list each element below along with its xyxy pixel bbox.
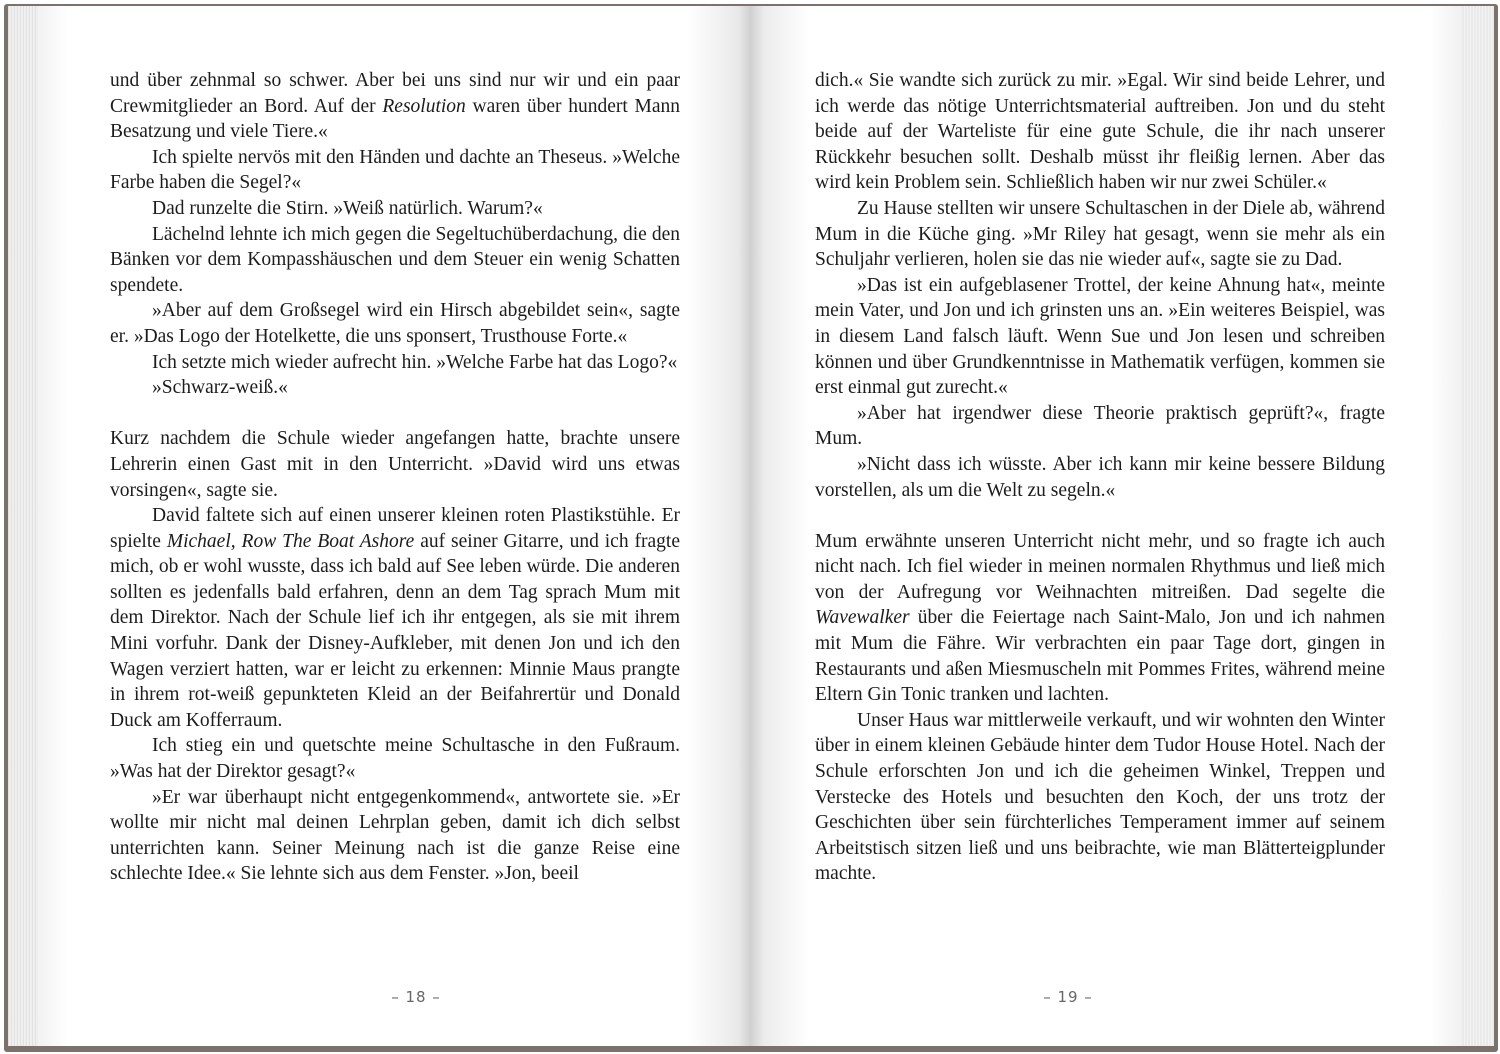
right-page-text: [815, 68, 1385, 887]
text-run: Ich spielte nervös mit den Händen und dachte an Theseus. »Welche Farbe haben die Segel?«: [110, 146, 680, 194]
text-run: Zu Hause stellten wir unsere Schultaschen in der Diele ab, während Mum in die Küche ging. »Mr Riley hat gesagt, wenn sie mehr als ein Schuljahr verlieren, holen sie das nie wieder auf«, sagte sie zu Dad.: [815, 197, 1385, 271]
text-run: »Aber auf dem Großsegel wird ein Hirsch abgebildet sein«, sagte er. »Das Logo der Hotelkette, die uns sponsert, Trusthouse Forte.«: [110, 300, 680, 347]
italic-title: Resolution: [382, 95, 466, 117]
text-run: Unser Haus war mittlerweile verkauft, und wir wohnten den Winter über in einem kleinen Gebäude hinter dem Tudor House Hotel. Nach der Schule erforschten Jon und ich die geheimen Winkel, Treppen und Verstecke des Hotels und besuchten den Koch, der uns trotz der Geschichten über sein fürchterliches Temperament immer auf seinem Arbeitstisch sitzen ließ und uns beibrachte, wie man Blätterteigplunder machte.: [815, 709, 1385, 885]
paragraph: [815, 452, 1385, 503]
italic-title: Michael, Row The Boat Ashore: [166, 530, 415, 552]
text-run: auf seiner Gitarre, und ich fragte mich, ob er wohl wusste, dass ich bald auf See leben würde. Die anderen sollten es jedenfalls bald erfahren, denn an dem Tag sprach Mum mit dem Direktor. Nach der Schule lief ich ihr entgegen, als sie mit ihrem Mini vorfuhr. Dank der Disney-Aufkleber, mit denen Jon und ich den Wagen verziert hatten, war er leicht zu erkennen: Minnie Maus prangte in ihrem rot-weiß gepunkteten Kleid an der Beifahrertür und Donald Duck am Kofferraum.: [110, 530, 680, 731]
right-page: [750, 6, 1462, 1046]
paragraph: [110, 222, 680, 299]
paragraph: [110, 785, 680, 887]
text-run: Ich stieg ein und quetschte meine Schultasche in den Fußraum. »Was hat der Direktor gesagt?«: [110, 735, 680, 783]
text-run: über die Feiertage nach Saint-Malo, Jon und ich nahmen mit Mum die Fähre. Wir verbrachten ein paar Tage dort, gingen in Restaurants und aßen Miesmuscheln mit Pommes Frites, während meine Eltern Gin Tonic tranken und lachten.: [815, 607, 1385, 706]
text-run: Lächelnd lehnte ich mich gegen die Segeltuchüberdachung, die den Bänken vor dem Kompasshäuschen und dem Steuer ein wenig Schatten spendete.: [110, 223, 680, 296]
paragraph: [815, 708, 1385, 887]
text-run: »Schwarz-weiß.«: [152, 377, 288, 399]
page-number-left: – 18 –: [391, 988, 441, 1006]
text-run: »Nicht dass ich wüsste. Aber ich kann mir keine bessere Bildung vorstellen, als um die Welt zu segeln.«: [815, 453, 1385, 501]
paragraph: [110, 68, 680, 145]
text-run: Ich setzte mich wieder aufrecht hin. »Welche Farbe hat das Logo?«: [152, 351, 678, 373]
paragraph: [110, 196, 680, 222]
text-run: Kurz nachdem die Schule wieder angefangen hatte, brachte unsere Lehrerin einen Gast mit in den Unterricht. »David wird uns etwas vorsingen«, sagte sie.: [110, 428, 680, 501]
text-run: dich.« Sie wandte sich zurück zu mir. »Egal. Wir sind beide Lehrer, und ich werde das nötige Unterrichtsmaterial auftreiben. Jon und du steht beide auf der Warteliste für eine gute Schule, die ihr nach unserer Rückkehr besuchen sollt. Deshalb müsst ihr fleißig lernen. Aber das wird kein Problem sein. Schließlich haben wir nur zwei Schüler.«: [815, 70, 1385, 194]
text-run: »Er war überhaupt nicht entgegenkommend«, antwortete sie. »Er wollte mir nicht mal deinen Lehrplan geben, damit ich dich selbst unterrichten kann. Seiner Meinung nach ist die ganze Reise eine schlechte Idee.« Sie lehnte sich aus dem Fenster. »Jon, beeil: [110, 786, 680, 885]
paragraph: [815, 401, 1385, 452]
page-number-right: – 19 –: [1043, 988, 1093, 1006]
paragraph: [815, 68, 1385, 196]
text-run: »Aber hat irgendwer diese Theorie praktisch geprüft?«, fragte Mum.: [815, 402, 1385, 450]
paragraph: [110, 426, 680, 503]
paragraph: [110, 145, 680, 196]
paragraph: [815, 529, 1385, 708]
paragraph: [110, 350, 680, 376]
paragraph: [110, 375, 680, 401]
left-page: [38, 6, 750, 1046]
text-run: »Das ist ein aufgeblasener Trottel, der keine Ahnung hat«, meinte mein Vater, und Jon und ich grinsten uns an. »Ein weiteres Beispiel, was in diesem Land falsch läuft. Wenn Sue und Jon lesen und schreiben können und über Grundkenntnisse in Mathematik verfügen, kommen sie erst einmal gut zurecht.«: [815, 274, 1385, 399]
paragraph: [815, 196, 1385, 273]
paragraph: [815, 273, 1385, 401]
left-page-text: [110, 68, 680, 887]
paragraph: [110, 298, 680, 349]
text-run: David faltete sich auf einen unserer kleinen roten Plastikstühle. Er spielte: [110, 505, 680, 552]
paragraph: [110, 503, 680, 733]
paragraph: [110, 733, 680, 784]
text-run: Mum erwähnte unseren Unterricht nicht mehr, und so fragte ich auch nicht nach. Ich fiel wieder in meinen normalen Rhythmus und ließ mich von der Aufregung vor Weihnachten mitreißen. Dad segelte die: [815, 530, 1385, 603]
italic-title: Wavewalker: [815, 607, 910, 629]
text-run: und über zehnmal so schwer. Aber bei uns sind nur wir und ein paar Crewmitglieder an Bord. Auf der: [110, 70, 680, 117]
text-run: Dad runzelte die Stirn. »Weiß natürlich. Warum?«: [152, 197, 543, 219]
text-run: waren über hundert Mann Besatzung und viele Tiere.«: [110, 95, 680, 143]
